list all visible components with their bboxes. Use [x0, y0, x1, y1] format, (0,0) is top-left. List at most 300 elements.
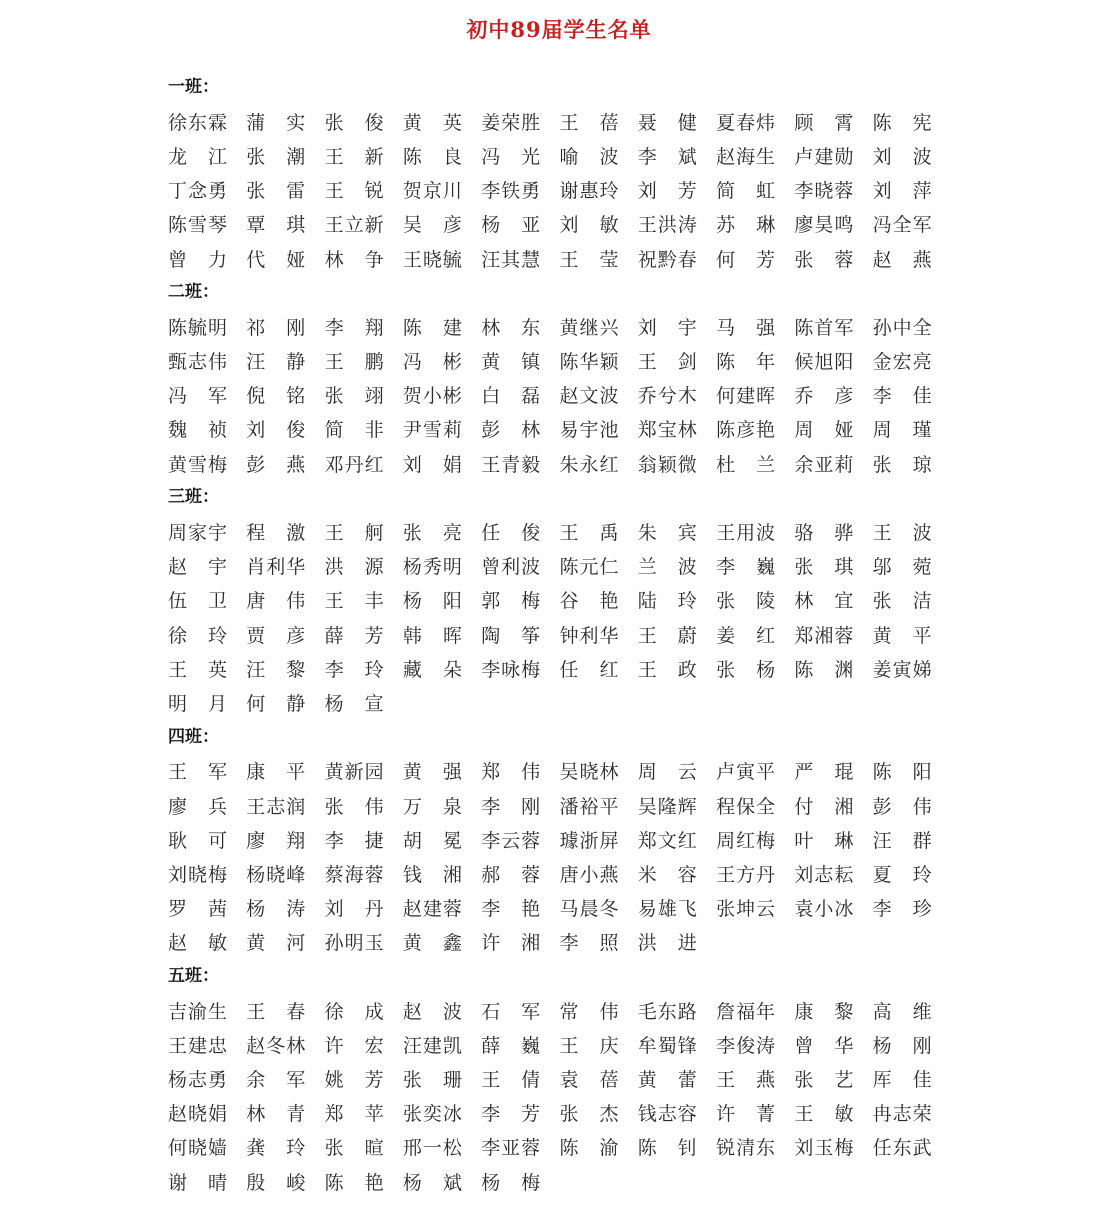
student-name: 陆 玲	[637, 590, 697, 613]
student-name: 朱 宾	[637, 522, 697, 545]
student-name: 赵 冬 林	[246, 1034, 306, 1057]
student-name: 汪 群	[872, 829, 932, 852]
name-row	[168, 207, 958, 241]
student-name: 罗 茜	[168, 898, 227, 921]
name-row	[168, 1096, 958, 1130]
student-name: 刘 敏	[559, 214, 619, 237]
student-name: 锐 清 东	[716, 1137, 776, 1160]
student-name: 郝 蓉	[481, 863, 541, 886]
student-name: 赵 波	[402, 1000, 462, 1023]
class-label: 四班：	[168, 726, 219, 747]
student-name: 陈 毓 明	[168, 316, 227, 339]
student-name: 严 琨	[794, 761, 854, 784]
student-name: 郑 伟	[481, 761, 541, 784]
name-row	[168, 685, 958, 719]
student-name: 李 晓 蓉	[794, 180, 854, 203]
name-row	[168, 446, 958, 480]
student-name: 王 蔚	[637, 624, 697, 647]
student-name: 王 鹏	[324, 351, 384, 374]
student-name: 张 奕 冰	[402, 1103, 462, 1126]
student-name: 陈 建	[402, 316, 462, 339]
name-row	[168, 309, 958, 343]
student-name: 王 莹	[559, 248, 619, 271]
student-name: 杨 秀 明	[402, 556, 462, 579]
student-name: 冯 军	[168, 385, 227, 408]
student-name: 王 禹	[559, 522, 619, 545]
class-label: 五班：	[168, 965, 219, 986]
student-name: 唐 伟	[246, 590, 306, 613]
student-name: 杨 斌	[402, 1171, 462, 1194]
name-row	[168, 344, 958, 378]
student-name: 金 宏 亮	[872, 351, 932, 374]
student-name: 唐 小 燕	[559, 863, 619, 886]
student-name: 朱 永 红	[559, 453, 619, 476]
student-name: 张 珊	[402, 1069, 462, 1092]
student-name: 周 瑾	[872, 419, 932, 442]
student-name: 乔 彦	[794, 385, 854, 408]
student-name: 李 刚	[481, 795, 541, 818]
student-name: 邢 一 松	[402, 1137, 462, 1160]
student-name: 李 玲	[324, 658, 384, 681]
name-row	[168, 138, 958, 172]
student-name: 耿 可	[168, 829, 227, 852]
student-name: 林 青	[246, 1103, 306, 1126]
name-row	[168, 891, 958, 925]
student-name: 陈 雪 琴	[168, 214, 227, 237]
student-name: 袁 小 冰	[794, 898, 854, 921]
student-name: 蔡 海 蓉	[324, 863, 384, 886]
student-name: 黄 镇	[481, 351, 541, 374]
name-row	[168, 412, 958, 446]
student-name: 潘 裕 平	[559, 795, 619, 818]
student-name: 李 斌	[637, 145, 697, 168]
student-name: 王 晓 毓	[402, 248, 462, 271]
student-name: 李 翔	[324, 316, 384, 339]
student-name: 姜 红	[716, 624, 776, 647]
student-name: 吴 彦	[402, 214, 462, 237]
student-name: 林 东	[481, 316, 541, 339]
student-name: 李 咏 梅	[481, 658, 541, 681]
student-name: 厍 佳	[872, 1069, 932, 1092]
student-name: 刘 娟	[402, 453, 462, 476]
student-name: 璩 浙 屏	[559, 829, 619, 852]
student-name: 杨 志 勇	[168, 1069, 227, 1092]
student-name: 许 湘	[481, 932, 541, 955]
student-name: 陈 华 颖	[559, 351, 619, 374]
name-row	[168, 617, 958, 651]
student-name: 张 雷	[246, 180, 306, 203]
student-name: 徐 玲	[168, 624, 227, 647]
student-name: 康 黎	[794, 1000, 854, 1023]
student-name: 易 宇 池	[559, 419, 619, 442]
name-row	[168, 856, 958, 890]
student-name: 魏 祯	[168, 419, 227, 442]
student-name: 王 锐	[324, 180, 384, 203]
student-name: 石 军	[481, 1000, 541, 1023]
student-name: 刘 志 耘	[794, 863, 854, 886]
student-name: 洪 进	[637, 932, 697, 955]
student-name: 王 志 润	[246, 795, 306, 818]
student-name: 肖 利 华	[246, 556, 306, 579]
student-name: 张 洁	[872, 590, 932, 613]
student-name: 韩 晖	[402, 624, 462, 647]
student-name: 邬 菀	[872, 556, 932, 579]
student-name: 李 俊 涛	[716, 1034, 776, 1057]
student-name: 张 琼	[872, 453, 932, 476]
student-name: 何 静	[246, 692, 306, 715]
student-name: 张 翊	[324, 385, 384, 408]
student-name: 尹 雪 莉	[402, 419, 462, 442]
student-name: 李 佳	[872, 385, 932, 408]
student-name: 贺 小 彬	[402, 385, 462, 408]
student-name: 刘 宇	[637, 316, 697, 339]
student-name: 殷 峻	[246, 1171, 306, 1194]
student-name: 张 蓉	[794, 248, 854, 271]
student-name: 郭 梅	[481, 590, 541, 613]
student-name: 李 云 蓉	[481, 829, 541, 852]
student-name: 赵 燕	[872, 248, 932, 271]
student-name: 龚 玲	[246, 1137, 306, 1160]
student-name: 姚 芳	[324, 1069, 384, 1092]
student-name: 任 东 武	[872, 1137, 932, 1160]
student-name: 彭 伟	[872, 795, 932, 818]
student-name: 王 剑	[637, 351, 697, 374]
student-name: 赵 晓 娟	[168, 1103, 227, 1126]
student-name: 薛 芳	[324, 624, 384, 647]
student-name: 倪 铭	[246, 385, 306, 408]
student-name: 冯 彬	[402, 351, 462, 374]
student-name: 刘 丹	[324, 898, 384, 921]
student-name: 李 艳	[481, 898, 541, 921]
student-name: 廖 翔	[246, 829, 306, 852]
student-name: 刘 玉 梅	[794, 1137, 854, 1160]
student-name: 王 倩	[481, 1069, 541, 1092]
class-label: 一班：	[168, 77, 219, 97]
student-name: 丁 念 勇	[168, 180, 227, 203]
student-name: 胡 冕	[402, 829, 462, 852]
student-name: 常 伟	[559, 1000, 619, 1023]
student-name: 龙 江	[168, 145, 227, 168]
student-name: 简 非	[324, 419, 384, 442]
student-name: 吴 晓 林	[559, 761, 619, 784]
student-name: 詹 福 年	[716, 1000, 776, 1023]
student-name: 汪 静	[246, 351, 306, 374]
student-name: 黄 蕾	[637, 1069, 697, 1092]
student-name: 徐 成	[324, 1000, 384, 1023]
student-name: 夏 春 炜	[716, 111, 776, 134]
student-name: 李 捷	[324, 829, 384, 852]
student-name: 藏 朵	[402, 658, 462, 681]
student-name: 王 敏	[794, 1103, 854, 1126]
student-name: 李 照	[559, 932, 619, 955]
student-name: 郑 宝 林	[637, 419, 697, 442]
student-name: 牟 蜀 锋	[637, 1034, 697, 1057]
student-name: 王 立 新	[324, 214, 384, 237]
name-row	[168, 378, 958, 412]
student-name: 赵 文 波	[559, 385, 619, 408]
name-row	[168, 1130, 958, 1164]
student-name: 王 春	[246, 1000, 306, 1023]
student-name: 顾 霄	[794, 111, 854, 134]
student-name: 杨 亚	[481, 214, 541, 237]
student-name: 陈 彦 艳	[716, 419, 776, 442]
student-name: 姜 寅 娣	[872, 658, 932, 681]
student-name: 王 英	[168, 658, 227, 681]
name-row	[168, 583, 958, 617]
name-row	[168, 104, 958, 138]
student-name: 赵 海 生	[716, 145, 776, 168]
student-name: 黄 河	[246, 932, 306, 955]
student-name: 李 巍	[716, 556, 776, 579]
student-name: 谷 艳	[559, 590, 619, 613]
student-name: 苏 琳	[716, 214, 776, 237]
student-name: 冯 光	[481, 145, 541, 168]
student-name: 王 舸	[324, 522, 384, 545]
name-row	[168, 788, 958, 822]
student-name: 曾 利 波	[481, 556, 541, 579]
name-row	[168, 651, 958, 685]
student-name: 张 琪	[794, 556, 854, 579]
student-name: 余 军	[246, 1069, 306, 1092]
student-name: 谢 惠 玲	[559, 180, 619, 203]
student-name: 邓 丹 红	[324, 453, 384, 476]
student-name: 兰 波	[637, 556, 697, 579]
student-name: 代 娅	[246, 248, 306, 271]
student-name: 张 潮	[246, 145, 306, 168]
student-name: 曾 华	[794, 1034, 854, 1057]
student-name: 周 娅	[794, 419, 854, 442]
student-name: 余 亚 莉	[794, 453, 854, 476]
student-name: 汪 其 慧	[481, 248, 541, 271]
student-name: 王 政	[637, 658, 697, 681]
student-name: 杨 阳	[402, 590, 462, 613]
student-name: 杨 梅	[481, 1171, 541, 1194]
student-name: 伍 卫	[168, 590, 227, 613]
student-name: 吉 渝 生	[168, 1000, 227, 1023]
student-name: 周 云	[637, 761, 697, 784]
student-name: 程 保 全	[716, 795, 776, 818]
student-name: 杨 涛	[246, 898, 306, 921]
student-name: 彭 林	[481, 419, 541, 442]
student-name: 曾 力	[168, 248, 227, 271]
student-name: 覃 琪	[246, 214, 306, 237]
student-name: 高 维	[872, 1000, 932, 1023]
student-name: 康 平	[246, 761, 306, 784]
student-name: 周 红 梅	[716, 829, 776, 852]
student-name: 张 艺	[794, 1069, 854, 1092]
student-roster	[168, 70, 958, 1198]
student-name: 陈 艳	[324, 1171, 384, 1194]
student-name: 米 容	[637, 863, 697, 886]
student-name: 彭 燕	[246, 453, 306, 476]
student-name: 刘 芳	[637, 180, 697, 203]
student-name: 陶 筝	[481, 624, 541, 647]
name-row	[168, 993, 958, 1027]
student-name: 毛 东 路	[637, 1000, 697, 1023]
student-name: 白 磊	[481, 385, 541, 408]
student-name: 明 月	[168, 692, 227, 715]
name-row	[168, 822, 958, 856]
student-name: 汪 建 凯	[402, 1034, 462, 1057]
student-name: 李 铁 勇	[481, 180, 541, 203]
name-row	[168, 1061, 958, 1095]
student-name: 祝 黔 春	[637, 248, 697, 271]
student-name: 陈 渊	[794, 658, 854, 681]
class-label: 二班：	[168, 282, 219, 303]
student-name: 孙 明 玉	[324, 932, 384, 955]
student-name: 翁 颖 微	[637, 453, 697, 476]
student-name: 候 旭 阳	[794, 351, 854, 374]
student-name: 王 燕	[716, 1069, 776, 1092]
student-name: 陈 元 仁	[559, 556, 619, 579]
student-name: 杨 晓 峰	[246, 863, 306, 886]
student-name: 林 争	[324, 248, 384, 271]
student-name: 杨 宣	[324, 692, 384, 715]
student-name: 夏 玲	[872, 863, 932, 886]
student-name: 贾 彦	[246, 624, 306, 647]
student-name: 马 晨 冬	[559, 898, 619, 921]
student-name: 钱 志 容	[637, 1103, 697, 1126]
student-name: 郑 文 红	[637, 829, 697, 852]
student-name: 黄 强	[402, 761, 462, 784]
student-name: 何 芳	[716, 248, 776, 271]
student-name: 孙 中 全	[872, 316, 932, 339]
student-name: 薛 巍	[481, 1034, 541, 1057]
student-name: 林 宜	[794, 590, 854, 613]
class-label: 三班：	[168, 487, 219, 508]
student-name: 李 亚 蓉	[481, 1137, 541, 1160]
student-name: 王 新	[324, 145, 384, 168]
student-name: 许 菁	[716, 1103, 776, 1126]
page-title: 初中89届学生名单	[466, 17, 652, 42]
student-name: 张 俊	[324, 111, 384, 134]
student-name: 王 用 波	[716, 522, 776, 545]
student-name: 张 伟	[324, 795, 384, 818]
name-row	[168, 925, 958, 959]
student-name: 王 军	[168, 761, 227, 784]
name-row	[168, 241, 958, 275]
student-name: 陈 阳	[872, 761, 932, 784]
student-name: 钱 湘	[402, 863, 462, 886]
student-name: 张 杨	[716, 658, 776, 681]
student-name: 赵 宇	[168, 556, 227, 579]
student-name: 郑 苹	[324, 1103, 384, 1126]
student-name: 简 虹	[716, 180, 776, 203]
student-name: 吴 隆 辉	[637, 795, 697, 818]
student-name: 张 杰	[559, 1103, 619, 1126]
student-name: 张 亮	[402, 522, 462, 545]
student-name: 冉 志 荣	[872, 1103, 932, 1126]
student-name: 袁 蓓	[559, 1069, 619, 1092]
student-name: 王 方 丹	[716, 863, 776, 886]
student-name: 聂 健	[637, 111, 697, 134]
student-name: 何 建 晖	[716, 385, 776, 408]
name-row	[168, 173, 958, 207]
student-name: 张 陵	[716, 590, 776, 613]
student-name: 叶 琳	[794, 829, 854, 852]
student-name: 乔 兮 木	[637, 385, 697, 408]
student-name: 徐 东 霖	[168, 111, 227, 134]
student-name: 陈 渝	[559, 1137, 619, 1160]
student-name: 许 宏	[324, 1034, 384, 1057]
student-name: 陈 宪	[872, 111, 932, 134]
name-row	[168, 549, 958, 583]
student-name: 周 家 宇	[168, 522, 227, 545]
student-name: 王 波	[872, 522, 932, 545]
student-name: 王 丰	[324, 590, 384, 613]
student-name: 廖 昊 鸣	[794, 214, 854, 237]
student-name: 张 坤 云	[716, 898, 776, 921]
student-name: 钟 利 华	[559, 624, 619, 647]
student-name: 郑 湘 蓉	[794, 624, 854, 647]
student-name: 陈 良	[402, 145, 462, 168]
student-name: 赵 敏	[168, 932, 227, 955]
student-name: 黄 雪 梅	[168, 453, 227, 476]
student-name: 任 红	[559, 658, 619, 681]
student-name: 甄 志 伟	[168, 351, 227, 374]
student-name: 卢 寅 平	[716, 761, 776, 784]
student-name: 谢 晴	[168, 1171, 227, 1194]
student-name: 杨 刚	[872, 1034, 932, 1057]
student-name: 蒲 实	[246, 111, 306, 134]
student-name: 王 庆	[559, 1034, 619, 1057]
student-name: 刘 晓 梅	[168, 863, 227, 886]
student-name: 黄 鑫	[402, 932, 462, 955]
student-name: 黄 继 兴	[559, 316, 619, 339]
name-row	[168, 1027, 958, 1061]
student-name: 廖 兵	[168, 795, 227, 818]
student-name: 洪 源	[324, 556, 384, 579]
name-row	[168, 754, 958, 788]
student-name: 刘 萍	[872, 180, 932, 203]
student-name: 张 暄	[324, 1137, 384, 1160]
student-name: 刘 俊	[246, 419, 306, 442]
student-name: 陈 首 军	[794, 316, 854, 339]
student-name: 赵 建 蓉	[402, 898, 462, 921]
student-name: 何 晓 嫱	[168, 1137, 227, 1160]
student-name: 王 蓓	[559, 111, 619, 134]
student-name: 李 珍	[872, 898, 932, 921]
student-name: 王 建 忠	[168, 1034, 227, 1057]
student-name: 付 湘	[794, 795, 854, 818]
student-name: 易 雄 飞	[637, 898, 697, 921]
student-name: 万 泉	[402, 795, 462, 818]
name-row	[168, 514, 958, 548]
student-name: 王 青 毅	[481, 453, 541, 476]
student-name: 陈 钊	[637, 1137, 697, 1160]
student-name: 黄 平	[872, 624, 932, 647]
student-name: 任 俊	[481, 522, 541, 545]
student-name: 马 强	[716, 316, 776, 339]
student-name: 程 激	[246, 522, 306, 545]
student-name: 祁 刚	[246, 316, 306, 339]
name-row	[168, 1164, 958, 1198]
student-name: 汪 黎	[246, 658, 306, 681]
student-name: 卢 建 勋	[794, 145, 854, 168]
student-name: 冯 全 军	[872, 214, 932, 237]
student-name: 骆 骅	[794, 522, 854, 545]
student-name: 李 芳	[481, 1103, 541, 1126]
student-name: 姜 荣 胜	[481, 111, 541, 134]
student-name: 陈 年	[716, 351, 776, 374]
student-name: 黄 英	[402, 111, 462, 134]
student-name: 贺 京 川	[402, 180, 462, 203]
student-name: 喻 波	[559, 145, 619, 168]
student-name: 杜 兰	[716, 453, 776, 476]
student-name: 黄 新 园	[324, 761, 384, 784]
student-name: 王 洪 涛	[637, 214, 697, 237]
student-name: 刘 波	[872, 145, 932, 168]
